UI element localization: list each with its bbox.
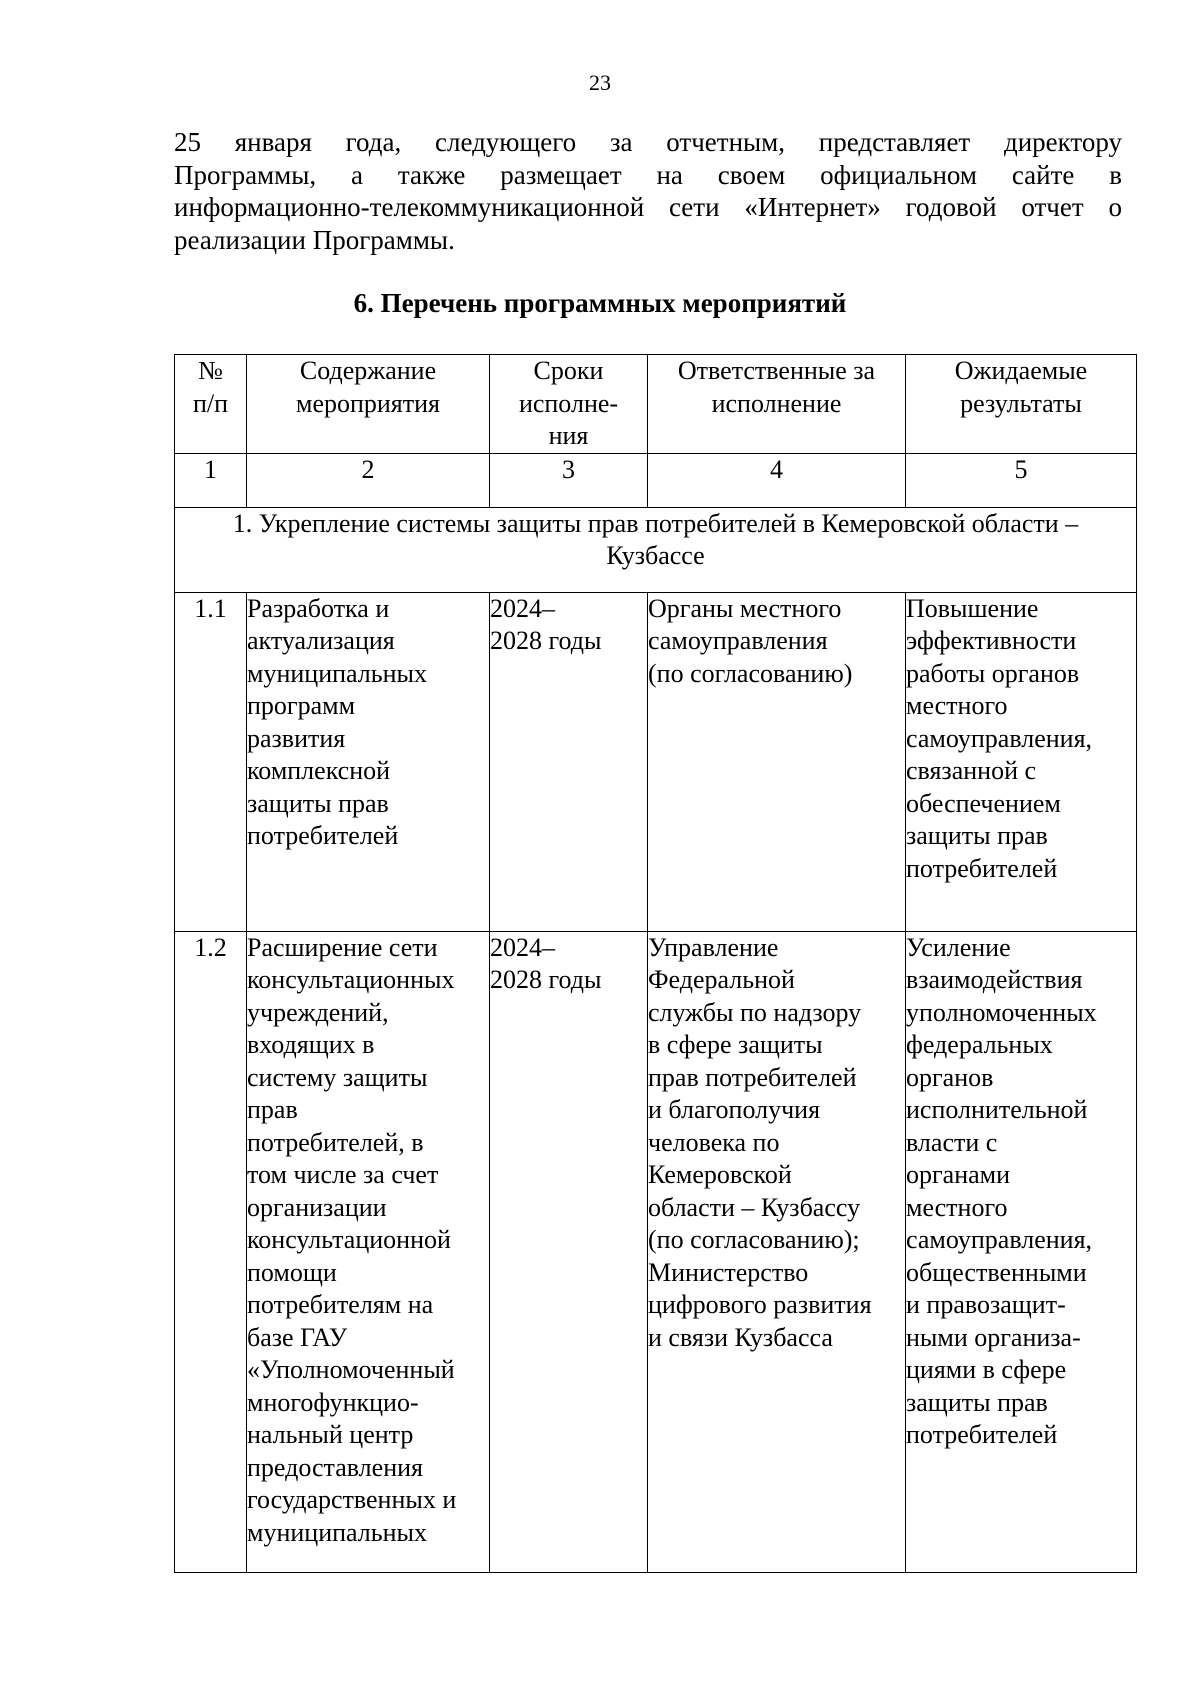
- cell-line: Расширение сети: [247, 932, 438, 962]
- cell-line: «Уполномоченный: [247, 1355, 455, 1384]
- cell-line: актуализация: [247, 626, 395, 655]
- cell-line: самоуправления: [648, 626, 828, 655]
- cell-line: в сфере защиты: [648, 1030, 823, 1059]
- section-heading-line: Кузбассе: [606, 541, 705, 570]
- cell-line: самоуправления,: [906, 723, 1093, 753]
- header-cell-results: [906, 355, 1137, 454]
- column-number-row: [175, 453, 1137, 507]
- intro-line: информационно-телекоммуникационной сети «Интернет» годовой отчет о: [174, 192, 1122, 222]
- intro-line: реализации Программы.: [174, 224, 455, 255]
- section-heading-row: [175, 507, 1137, 592]
- intro-line: Программы, а также размещает на своем официальном сайте в: [174, 159, 1122, 190]
- cell-line: нальный центр: [247, 1420, 414, 1449]
- row-deadline: [490, 592, 648, 931]
- table-row: [175, 592, 1137, 931]
- cell-line: связанной с: [906, 756, 1037, 785]
- cell-line: 2028 годы: [490, 965, 602, 994]
- cell-line: консультационной: [247, 1225, 451, 1254]
- cell-line: комплексной: [247, 756, 391, 785]
- cell-line: исполнительной: [906, 1095, 1088, 1124]
- cell-line: организации: [247, 1192, 387, 1222]
- header-line: п/п: [192, 388, 229, 418]
- cell-line: потребителей: [247, 821, 399, 850]
- cell-line: развития: [247, 723, 346, 753]
- cell-line: человека по: [648, 1127, 780, 1157]
- cell-line: базе ГАУ: [247, 1322, 348, 1352]
- row-results: [906, 592, 1137, 931]
- cell-line: муниципальных: [247, 658, 428, 688]
- header-line: Ожидаемые: [954, 356, 1088, 385]
- cell-line: 2024–: [490, 593, 555, 623]
- cell-line: области – Кузбассу: [648, 1192, 861, 1222]
- cell-line: многофункцио-: [247, 1387, 419, 1417]
- header-row: [175, 355, 1137, 454]
- cell-line: 2024–: [490, 932, 555, 962]
- cell-line: помощи: [247, 1257, 337, 1287]
- cell-line: государственных и: [247, 1485, 457, 1514]
- cell-line: уполномоченных: [906, 997, 1097, 1027]
- cell-line: Федеральной: [648, 965, 795, 994]
- cell-line: защиты прав: [906, 821, 1048, 850]
- intro-paragraph: [174, 126, 1122, 256]
- page-number: 23: [589, 70, 611, 95]
- cell-line: 2028 годы: [490, 626, 602, 655]
- cell-line: предоставления: [247, 1452, 423, 1482]
- cell-line: Кемеровской: [648, 1160, 792, 1189]
- cell-line: цифрового развития: [648, 1290, 872, 1319]
- activities-table: [174, 354, 1137, 1573]
- header-line: мероприятия: [295, 388, 440, 418]
- cell-line: муниципальных: [247, 1517, 428, 1547]
- section-title: 6. Перечень программных мероприятий: [353, 288, 847, 318]
- cell-line: самоуправления,: [906, 1225, 1093, 1254]
- cell-line: и благополучия: [648, 1095, 821, 1124]
- cell-line: ными организа-: [906, 1322, 1081, 1352]
- cell-line: прав: [247, 1095, 298, 1124]
- cell-line: и правозащит-: [906, 1290, 1066, 1319]
- header-line: Сроки: [533, 356, 604, 385]
- row-number: 1.1: [175, 592, 247, 931]
- section-heading-cell: [175, 507, 1137, 592]
- cell-line: обеспечением: [906, 788, 1061, 818]
- cell-line: прав потребителей: [648, 1062, 857, 1092]
- cell-line: общественными: [906, 1257, 1087, 1287]
- cell-line: Разработка и: [247, 593, 390, 623]
- header-cell-content: [247, 355, 490, 454]
- header-line: №: [198, 356, 223, 385]
- cell-line: входящих в: [247, 1030, 375, 1059]
- cell-line: потребителей, в: [247, 1127, 424, 1157]
- header-line: исполнение: [711, 388, 842, 418]
- header-line: ния: [548, 421, 589, 450]
- cell-line: систему защиты: [247, 1062, 428, 1092]
- section-heading-line: 1. Укрепление системы защиты прав потребителей в Кемеровской области –: [232, 508, 1079, 538]
- cell-line: потребителей: [906, 1420, 1058, 1449]
- column-number: 1: [175, 453, 247, 507]
- cell-line: и связи Кузбасса: [648, 1322, 833, 1352]
- column-number: 3: [490, 453, 648, 507]
- cell-line: Усиление: [906, 932, 1011, 962]
- cell-line: власти с: [906, 1127, 998, 1157]
- table-row: [175, 931, 1137, 1572]
- cell-line: циями в сфере: [906, 1355, 1067, 1384]
- header-line: результаты: [960, 388, 1082, 418]
- cell-line: Повышение: [906, 593, 1039, 623]
- header-cell-deadline: [490, 355, 648, 454]
- row-content: [247, 931, 490, 1572]
- cell-line: (по согласованию): [648, 658, 853, 688]
- cell-line: работы органов: [906, 658, 1080, 688]
- cell-line: местного: [906, 691, 1008, 720]
- header-line: Содержание: [299, 356, 437, 385]
- cell-line: том числе за счет: [247, 1160, 439, 1189]
- cell-line: Управление: [648, 932, 779, 962]
- column-number: 2: [247, 453, 490, 507]
- header-cell-responsible: [648, 355, 906, 454]
- cell-line: консультационных: [247, 965, 455, 994]
- cell-line: органами: [906, 1160, 1011, 1189]
- column-number: 5: [906, 453, 1137, 507]
- cell-line: федеральных: [906, 1030, 1053, 1059]
- cell-line: службы по надзору: [648, 997, 862, 1027]
- header-cell-number: [175, 355, 247, 454]
- cell-line: (по согласованию);: [648, 1225, 860, 1254]
- cell-line: защиты прав: [906, 1387, 1048, 1417]
- cell-line: местного: [906, 1192, 1008, 1222]
- column-number: 4: [648, 453, 906, 507]
- row-number: 1.2: [175, 931, 247, 1572]
- header-line: исполне-: [518, 388, 619, 418]
- row-deadline: [490, 931, 648, 1572]
- cell-line: взаимодействия: [906, 965, 1083, 994]
- cell-line: Министерство: [648, 1257, 809, 1287]
- header-line: Ответственные за: [677, 356, 876, 385]
- row-results: [906, 931, 1137, 1572]
- cell-line: потребителям на: [247, 1290, 434, 1319]
- cell-line: потребителей: [906, 853, 1058, 883]
- cell-line: программ: [247, 691, 356, 720]
- intro-line: 25 января года, следующего за отчетным, представляет директору: [174, 127, 1122, 157]
- cell-line: органов: [906, 1062, 994, 1092]
- cell-line: эффективности: [906, 626, 1077, 655]
- cell-line: Органы местного: [648, 593, 842, 623]
- row-responsible: [648, 931, 906, 1572]
- row-content: [247, 592, 490, 931]
- row-responsible: [648, 592, 906, 931]
- cell-line: защиты прав: [247, 788, 389, 818]
- cell-line: учреждений,: [247, 997, 389, 1027]
